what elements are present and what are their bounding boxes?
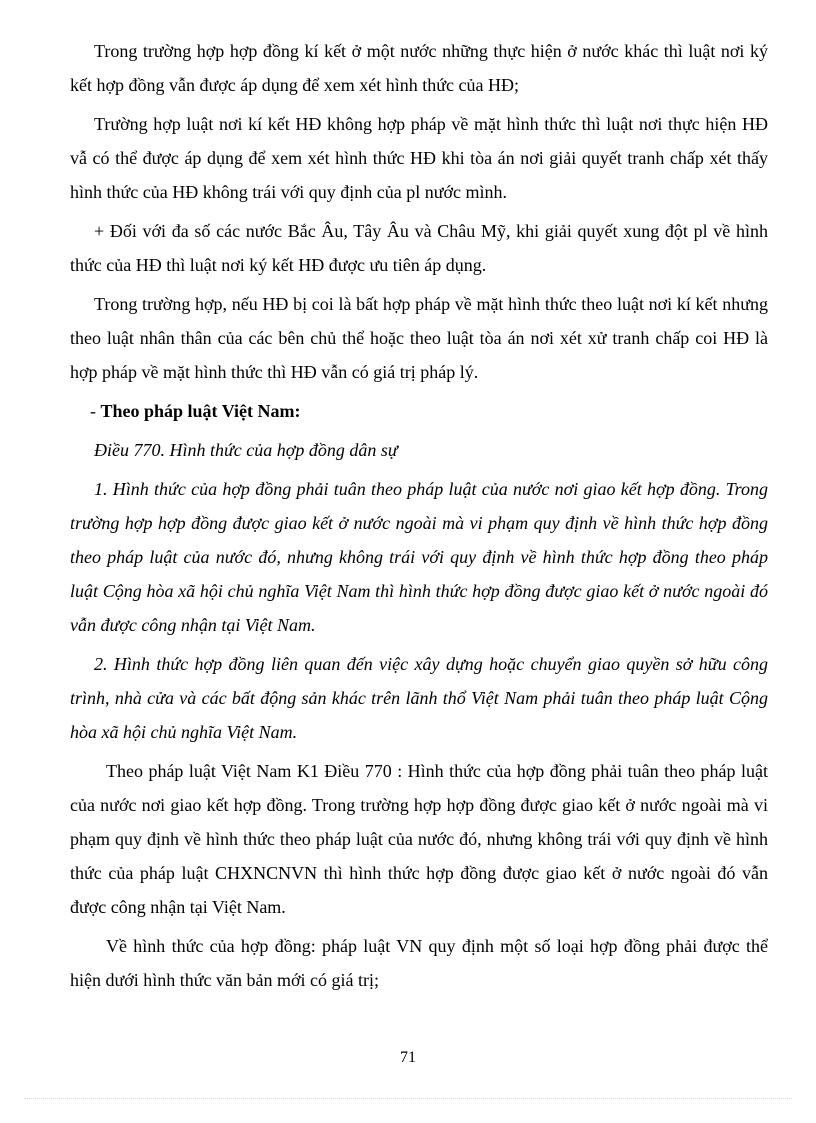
paragraph: Trong trường hợp, nếu HĐ bị coi là bất hợp pháp về mặt hình thức theo luật nơi kí kết nhưng theo luật nhân thân của các bên chủ thể hoặc theo luật tòa án nơi xét xử tranh chấp coi HĐ là hợp pháp về mặt hình thức thì HĐ vẫn có giá trị pháp lý. (70, 294, 768, 382)
paragraph: Trong trường hợp hợp đồng kí kết ở một nước những thực hiện ở nước khác thì luật nơi ký kết hợp đồng vẫn được áp dụng để xem xét hình thức của HĐ; (70, 41, 768, 95)
section-heading (70, 394, 768, 428)
article-clause: 1. Hình thức của hợp đồng phải tuân theo pháp luật của nước nơi giao kết hợp đồng. Trong trường hợp hợp đồng được giao kết ở nước ngoài mà vi phạm quy định về hình thức hợp đồng theo pháp luật của nước đó, nhưng không trái với quy định về hình thức hợp đồng theo pháp luật Cộng hòa xã hội chủ nghĩa Việt Nam thì hình thức hợp đồng được giao kết ở nước ngoài đó vẫn được công nhận tại Việt Nam. (70, 479, 768, 635)
paragraph: Theo pháp luật Việt Nam K1 Điều 770 : Hình thức của hợp đồng phải tuân theo pháp luật của nước nơi giao kết hợp đồng. Trong trường hợp hợp đồng được giao kết ở nước ngoài mà vi phạm quy định về hình thức theo pháp luật của nước đó, nhưng không trái với quy định về hình thức của pháp luật CHXNCNVN thì hình thức hợp đồng được giao kết ở nước ngoài đó vẫn được công nhận tại Việt Nam. (70, 761, 768, 917)
paragraph: Trường hợp luật nơi kí kết HĐ không hợp pháp về mặt hình thức thì luật nơi thực hiện HĐ vẫ có thể được áp dụng để xem xét hình thức HĐ khi tòa án nơi giải quyết tranh chấp xét thấy hình thức của HĐ không trái với quy định của pl nước mình. (70, 114, 768, 202)
article-clause: 2. Hình thức hợp đồng liên quan đến việc xây dựng hoặc chuyển giao quyền sở hữu công trình, nhà cửa và các bất động sản khác trên lãnh thổ Việt Nam phải tuân theo pháp luật Cộng hòa xã hội chủ nghĩa Việt Nam. (70, 654, 768, 742)
paragraph: Về hình thức của hợp đồng: pháp luật VN quy định một số loại hợp đồng phải được thể hiện dưới hình thức văn bản mới có giá trị; (70, 936, 768, 990)
article-title: Điều 770. Hình thức của hợp đồng dân sự (94, 440, 398, 460)
heading-title: Theo pháp luật Việt Nam: (100, 401, 301, 421)
page-bottom-divider (24, 1098, 792, 1099)
heading-dash: - (90, 401, 101, 421)
paragraph: + Đối với đa số các nước Bắc Âu, Tây Âu và Châu Mỹ, khi giải quyết xung đột pl về hình thức của HĐ thì luật nơi ký kết HĐ được ưu tiên áp dụng. (70, 221, 768, 275)
page-number: 71 (400, 1049, 416, 1066)
